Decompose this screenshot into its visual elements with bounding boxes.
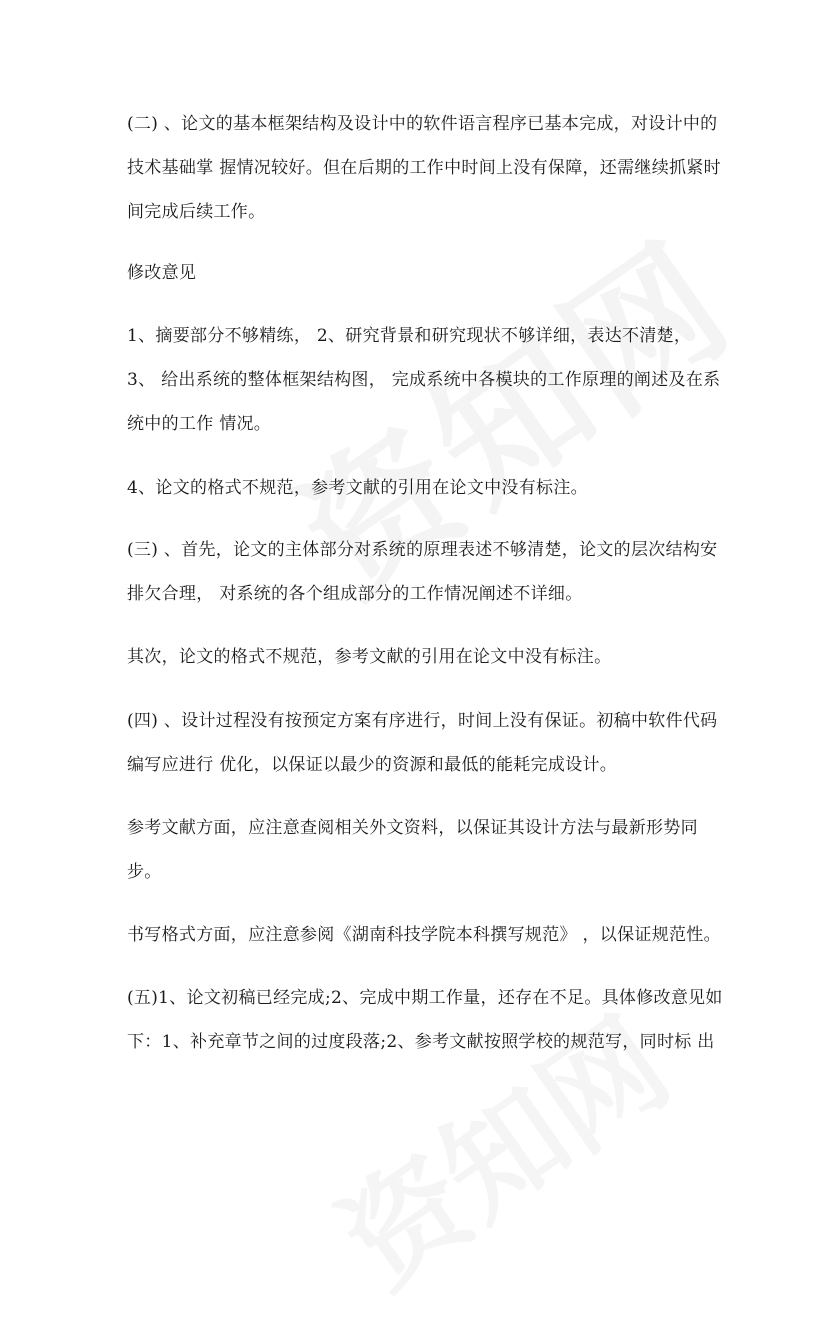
text-line: 统中的工作 情况。: [127, 414, 272, 434]
text-line: 排欠合理， 对系统的各个组成部分的工作情况阐述不详细。: [127, 584, 583, 604]
text-line: 4、论文的格式不规范，参考文献的引用在论文中没有标注。: [127, 478, 588, 498]
text-line: 3、 给出系统的整体框架结构图， 完成系统中各模块的工作原理的阐述及在系: [127, 370, 721, 390]
text-line: 编写应进行 优化，以保证以最少的资源和最低的能耗完成设计。: [127, 755, 618, 775]
text-line: 间完成后续工作。: [127, 202, 266, 222]
text-line: (四) 、设计过程没有按预定方案有序进行，时间上没有保证。初稿中软件代码: [127, 711, 718, 731]
text-line: (二) 、论文的基本框架结构及设计中的软件语言程序已基本完成，对设计中的: [127, 114, 718, 134]
section-heading: 修改意见: [127, 263, 197, 283]
text-line: 下：1、补充章节之间的过度段落;2、参考文献按照学校的规范写，同时标 出: [127, 1032, 715, 1052]
text-line: 书写格式方面，应注意参阅《湖南科技学院本科撰写规范》 ，以保证规范性。: [127, 925, 721, 945]
text-line: 其次，论文的格式不规范，参考文献的引用在论文中没有标注。: [127, 647, 612, 667]
text-line: 参考文献方面，应注意查阅相关外文资料，以保证其设计方法与最新形势同: [127, 818, 698, 838]
watermark: [251, 182, 768, 634]
text-line: (五)1、论文初稿已经完成;2、完成中期工作量，还存在不足。具体修改意见如: [127, 988, 723, 1008]
text-line: (三) 、首先，论文的主体部分对系统的原理表述不够清楚，论文的层次结构安: [127, 540, 718, 560]
text-line: 步。: [127, 862, 162, 882]
text-line: 1、摘要部分不够精练， 2、研究背景和研究现状不够详细，表达不清楚，: [127, 326, 692, 346]
text-line: 技术基础掌 握情况较好。但在后期的工作中时间上没有保障，还需继续抓紧时: [127, 158, 721, 178]
watermark-bottom: [303, 972, 697, 1319]
